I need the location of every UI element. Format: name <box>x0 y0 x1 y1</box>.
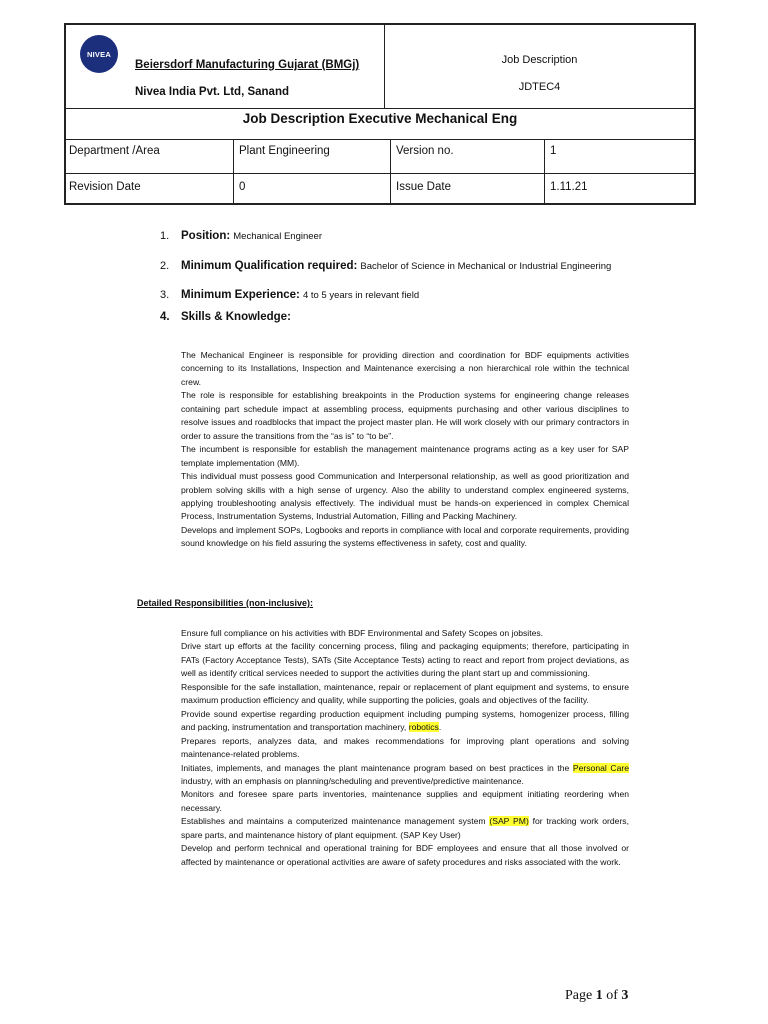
highlighted-text: Personal Care <box>572 762 629 773</box>
company-subname: Nivea India Pvt. Ltd, Sanand <box>135 86 290 98</box>
version-label: Version no. <box>396 145 454 157</box>
responsibility: Responsible for the safe installation, maintenance, repair or replacement of plant equipment and systems, to ensure maximum production efficiency and quality, while supporting the policies, goals and objectives of the facility. <box>181 681 629 706</box>
paragraph: The Mechanical Engineer is responsible for providing direction and coordination for BDF equipments activities concerning to its Installations, Inspection and Maintenance exercising a non hierarchical role within the technical crew. <box>181 350 629 387</box>
paragraph: This individual must possess good Communication and Interpersonal relationship, as well as good prioritization and problem solving skills with a high sense of urgency. Also the ability to understand complex engineered systems, applying troubleshooting analysis effectively. The individual must be hands-on experienced in complex Chemical Process, Instrumentation Systems, Industrial Automation, Filling and Packing Machinery. <box>181 471 629 522</box>
of-word: of <box>606 988 618 1003</box>
paragraph: The incumbent is responsible for establish the management maintenance programs acting as a key user for SAP template implementation (MM). <box>181 444 629 468</box>
doc-title: Job Description Executive Mechanical Eng <box>242 111 518 126</box>
doc-type: Job Description <box>501 54 578 66</box>
revision-date-label: Revision Date <box>69 181 141 193</box>
item-label: Position: <box>181 230 231 242</box>
current-page: 1 <box>595 988 603 1003</box>
highlighted-text: robotics <box>408 722 439 733</box>
page-word: Page <box>565 988 593 1003</box>
divider <box>66 139 694 140</box>
text-span: . <box>438 722 442 733</box>
item-number: 1. <box>160 230 170 242</box>
text-span: industry, with an emphasis on planning/scheduling and preventive/predictive maintenance. <box>181 775 524 786</box>
responsibility <box>181 815 629 842</box>
header-table <box>64 23 696 205</box>
item-position <box>160 230 322 242</box>
paragraph: The role is responsible for establishing breakpoints in the Production systems for engineering change releases containing part schedule impact at assembling process, equipments purchasing and other various disciplines to resolve issues and roadblocks that impact the project master plan. He will work closely with our primary contractors in order to assure the transitions from the “as is” to “to be”. <box>181 390 629 441</box>
item-value: Mechanical Engineer <box>233 231 322 242</box>
item-label: Minimum Experience: <box>181 289 300 301</box>
responsibilities-heading: Detailed Responsibilities (non-inclusive): <box>137 598 314 608</box>
nivea-logo: NIVEA <box>80 35 118 73</box>
responsibility: Monitors and foresee spare parts inventories, maintenance supplies and equipment initiating reordering when necessary. <box>181 789 629 813</box>
revision-date-value: 0 <box>239 181 246 193</box>
divider <box>66 173 694 174</box>
page-number <box>565 988 628 1004</box>
responsibility: Ensure full compliance on his activities with BDF Environmental and Safety Scopes on jobsites. <box>181 628 544 638</box>
responsibility <box>181 762 629 789</box>
divider <box>233 139 234 205</box>
skills-text <box>181 349 629 551</box>
department-value: Plant Engineering <box>239 145 330 157</box>
responsibility <box>181 708 629 735</box>
responsibilities-text <box>181 627 629 869</box>
paragraph: Develops and implement SOPs, Logbooks and reports in compliance with local and corporate requirements, providing sound knowledge on his field assuring the systems effectiveness in safety, cost and quality. <box>181 524 629 549</box>
item-label: Minimum Qualification required: <box>181 260 358 272</box>
text-span: Provide sound expertise regarding production equipment including pumping systems, homogenizer process, filling and packing, instrumentation and transportation machinery, <box>181 708 629 733</box>
highlighted-text: (SAP PM) <box>489 816 529 827</box>
responsibility: Prepares reports, analyzes data, and makes recommendations for improving plant operations and solving maintenance-related problems. <box>181 735 629 760</box>
text-span: for tracking work orders, spare parts, and maintenance history of plant equipment. (SAP Key User) <box>181 816 629 840</box>
text-span: Establishes and maintains a computerized maintenance management system <box>181 816 490 827</box>
divider <box>544 139 545 205</box>
divider <box>384 25 385 109</box>
text-span: Initiates, implements, and manages the plant maintenance program based on best practices in the <box>181 762 573 773</box>
issue-date-value: 1.11.21 <box>550 181 588 193</box>
divider <box>390 139 391 205</box>
item-value: Bachelor of Science in Mechanical or Industrial Engineering <box>360 261 612 272</box>
item-number: 2. <box>160 260 170 272</box>
item-skills <box>160 311 291 323</box>
item-qualification <box>160 260 611 272</box>
responsibility: Drive start up efforts at the facility concerning process, filing and packaging equipments; therefore, participating in FATs (Factory Acceptance Tests), SATs (Site Acceptance Tests) acting to react and report from project deviations, as well as identify critical services needed to support the activities during the plant start up and commissioning. <box>181 641 629 679</box>
department-label: Department /Area <box>69 145 160 157</box>
issue-date-label: Issue Date <box>396 181 451 193</box>
total-pages: 3 <box>621 988 629 1003</box>
item-value: 4 to 5 years in relevant field <box>302 290 420 301</box>
item-experience <box>160 289 419 301</box>
item-label: Skills & Knowledge: <box>181 311 291 323</box>
doc-code: JDTEC4 <box>518 81 561 93</box>
item-number: 4. <box>160 311 170 323</box>
divider <box>66 108 694 109</box>
company-name: Beiersdorf Manufacturing Gujarat (BMGj) <box>135 59 360 71</box>
item-number: 3. <box>160 289 170 301</box>
version-value: 1 <box>550 145 557 157</box>
responsibility: Develop and perform technical and operational training for BDF employees and ensure that all those involved or affected by maintenance or operational activities are aware of safety procedures and risks associated with the work. <box>181 843 629 867</box>
